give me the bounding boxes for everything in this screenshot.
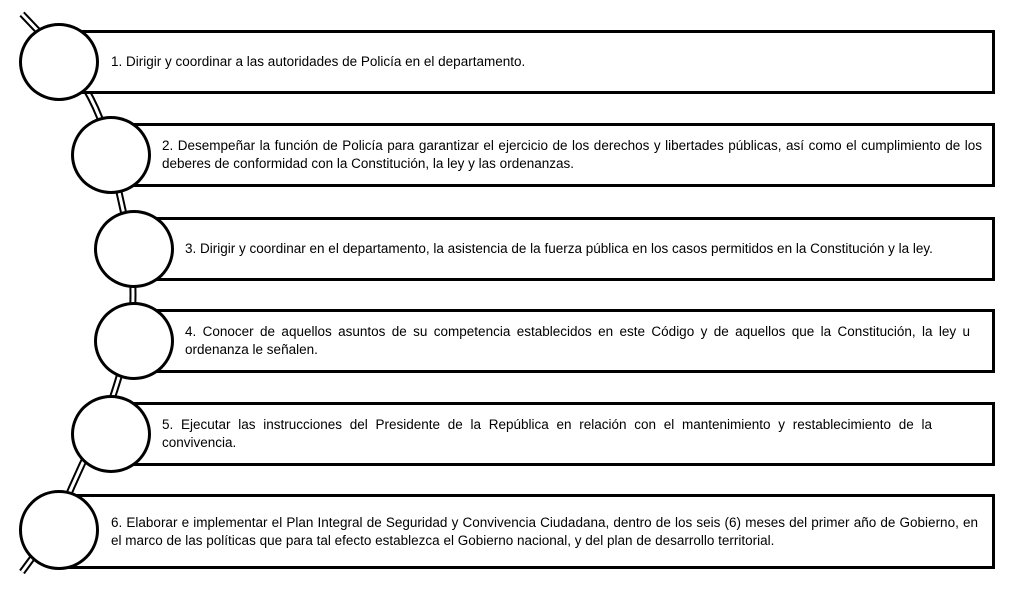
step-box-6 bbox=[58, 494, 995, 569]
step-box-1 bbox=[58, 30, 995, 94]
step-text-4: 4. Conocer de aquellos asuntos de su competencia establecidos en este Código y de aquellos que la Constitución, la ley u ordenanza le señalen. bbox=[185, 324, 970, 357]
step-text-6: 6. Elaborar e implementar el Plan Integral de Seguridad y Convivencia Ciudadana, dentro de los seis (6) meses del primer año de Gobierno, en el marco de las políticas que para tal efecto establezca el Gobierno nacional, y del plan de desarrollo territorial. bbox=[111, 514, 978, 548]
step-circle-1 bbox=[19, 23, 99, 101]
step-text-2: 2. Desempeñar la función de Policía para garantizar el ejercicio de los derechos y libertades públicas, así como el cumplimiento de los deberes de conformidad con la Constitución, la ley y las ordenanzas. bbox=[162, 138, 982, 171]
step-text-1: 1. Dirigir y coordinar a las autoridades de Policía en el departamento. bbox=[111, 54, 526, 69]
step-circle-2 bbox=[71, 116, 151, 194]
step-circle-6 bbox=[19, 490, 99, 570]
step-circle-4 bbox=[94, 302, 174, 380]
step-circle-5 bbox=[71, 395, 151, 473]
step-box-4 bbox=[133, 309, 995, 373]
step-text-3: 3. Dirigir y coordinar en el departamento, la asistencia de la fuerza pública en los casos permitidos en la Constitución y la ley. bbox=[185, 241, 933, 256]
step-box-5 bbox=[110, 402, 995, 466]
step-box-2 bbox=[110, 123, 995, 187]
step-circle-3 bbox=[94, 210, 174, 288]
step-text-5: 5. Ejecutar las instrucciones del Presidente de la República en relación con el mantenimiento y restablecimiento de la convivencia. bbox=[162, 417, 932, 450]
step-box-3 bbox=[133, 217, 995, 281]
